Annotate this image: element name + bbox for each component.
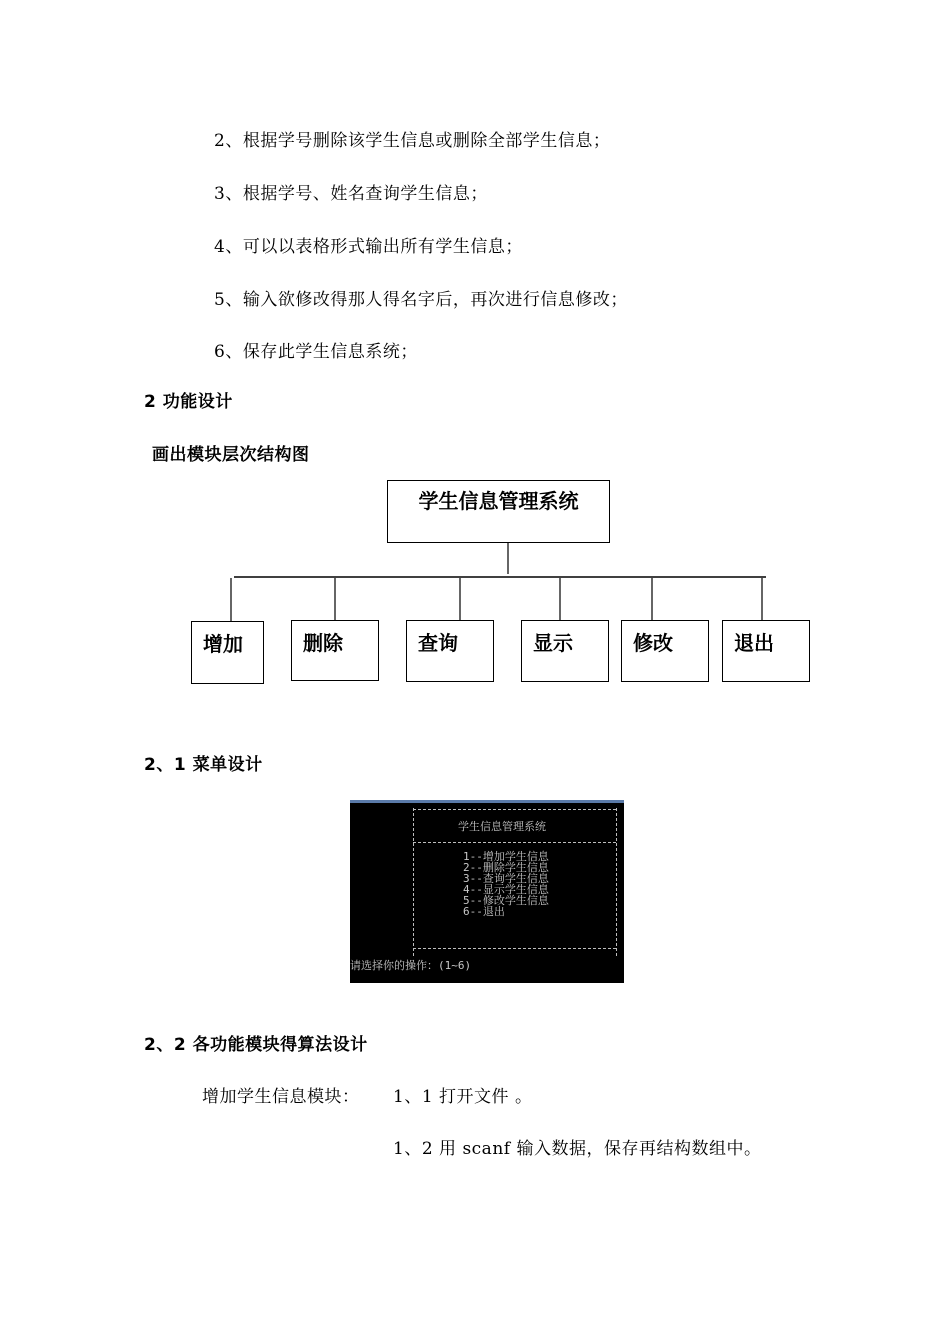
console-frame-right [616,808,617,956]
diagram-node-exit [722,620,810,682]
console-title: 学生信息管理系统 [458,820,546,833]
console-prompt: 请选择你的操作：(1~6) [350,959,472,972]
console-menu-screenshot [350,800,624,983]
diagram-root-node [387,480,610,543]
diagram-node-label: 查询 [418,631,458,655]
requirement-item-5: 5、输入欲修改得那人得名字后，再次进行信息修改； [214,290,628,310]
console-menu-item: 6--退出 [463,905,505,918]
console-frame-left [413,808,414,956]
console-menu-item: 3--查询学生信息 [463,872,549,885]
console-frame-divider [413,842,616,843]
console-menu-item: 2--删除学生信息 [463,861,549,874]
diagram-node-modify [621,620,709,682]
requirement-item-6: 6、保存此学生信息系统； [214,342,418,362]
diagram-root-label: 学生信息管理系统 [418,489,579,513]
section-heading-function-design: 2 功能设计 [144,392,233,412]
console-frame-bottom [413,948,616,949]
requirement-item-3: 3、根据学号、姓名查询学生信息； [214,184,488,204]
section-heading-algorithm-design: 2、2 各功能模块得算法设计 [144,1035,368,1055]
console-menu-item: 4--显示学生信息 [463,883,549,896]
console-menu-item: 1--增加学生信息 [463,850,549,863]
console-title-bar [350,800,624,803]
requirement-item-2: 2、根据学号删除该学生信息或删除全部学生信息； [214,131,611,151]
section-heading-menu-design: 2、1 菜单设计 [144,755,263,775]
algorithm-step-2: 1、2 用 scanf 输入数据，保存再结构数组中。 [393,1139,762,1159]
diagram-node-delete [291,620,379,681]
diagram-node-add [191,621,264,684]
diagram-node-label: 删除 [303,631,343,655]
diagram-node-label: 退出 [734,631,774,655]
requirement-item-4: 4、可以以表格形式输出所有学生信息； [214,237,523,257]
diagram-node-display [521,620,609,682]
algorithm-module-label: 增加学生信息模块： [202,1087,360,1107]
algorithm-step-1: 1、1 打开文件 。 [393,1087,533,1107]
console-frame-top [413,809,616,810]
console-menu-item: 5--修改学生信息 [463,894,549,907]
diagram-caption: 画出模块层次结构图 [152,445,310,465]
diagram-node-label: 显示 [533,631,573,655]
diagram-node-query [406,620,494,682]
diagram-node-label: 修改 [633,631,673,655]
diagram-node-label: 增加 [203,632,243,656]
